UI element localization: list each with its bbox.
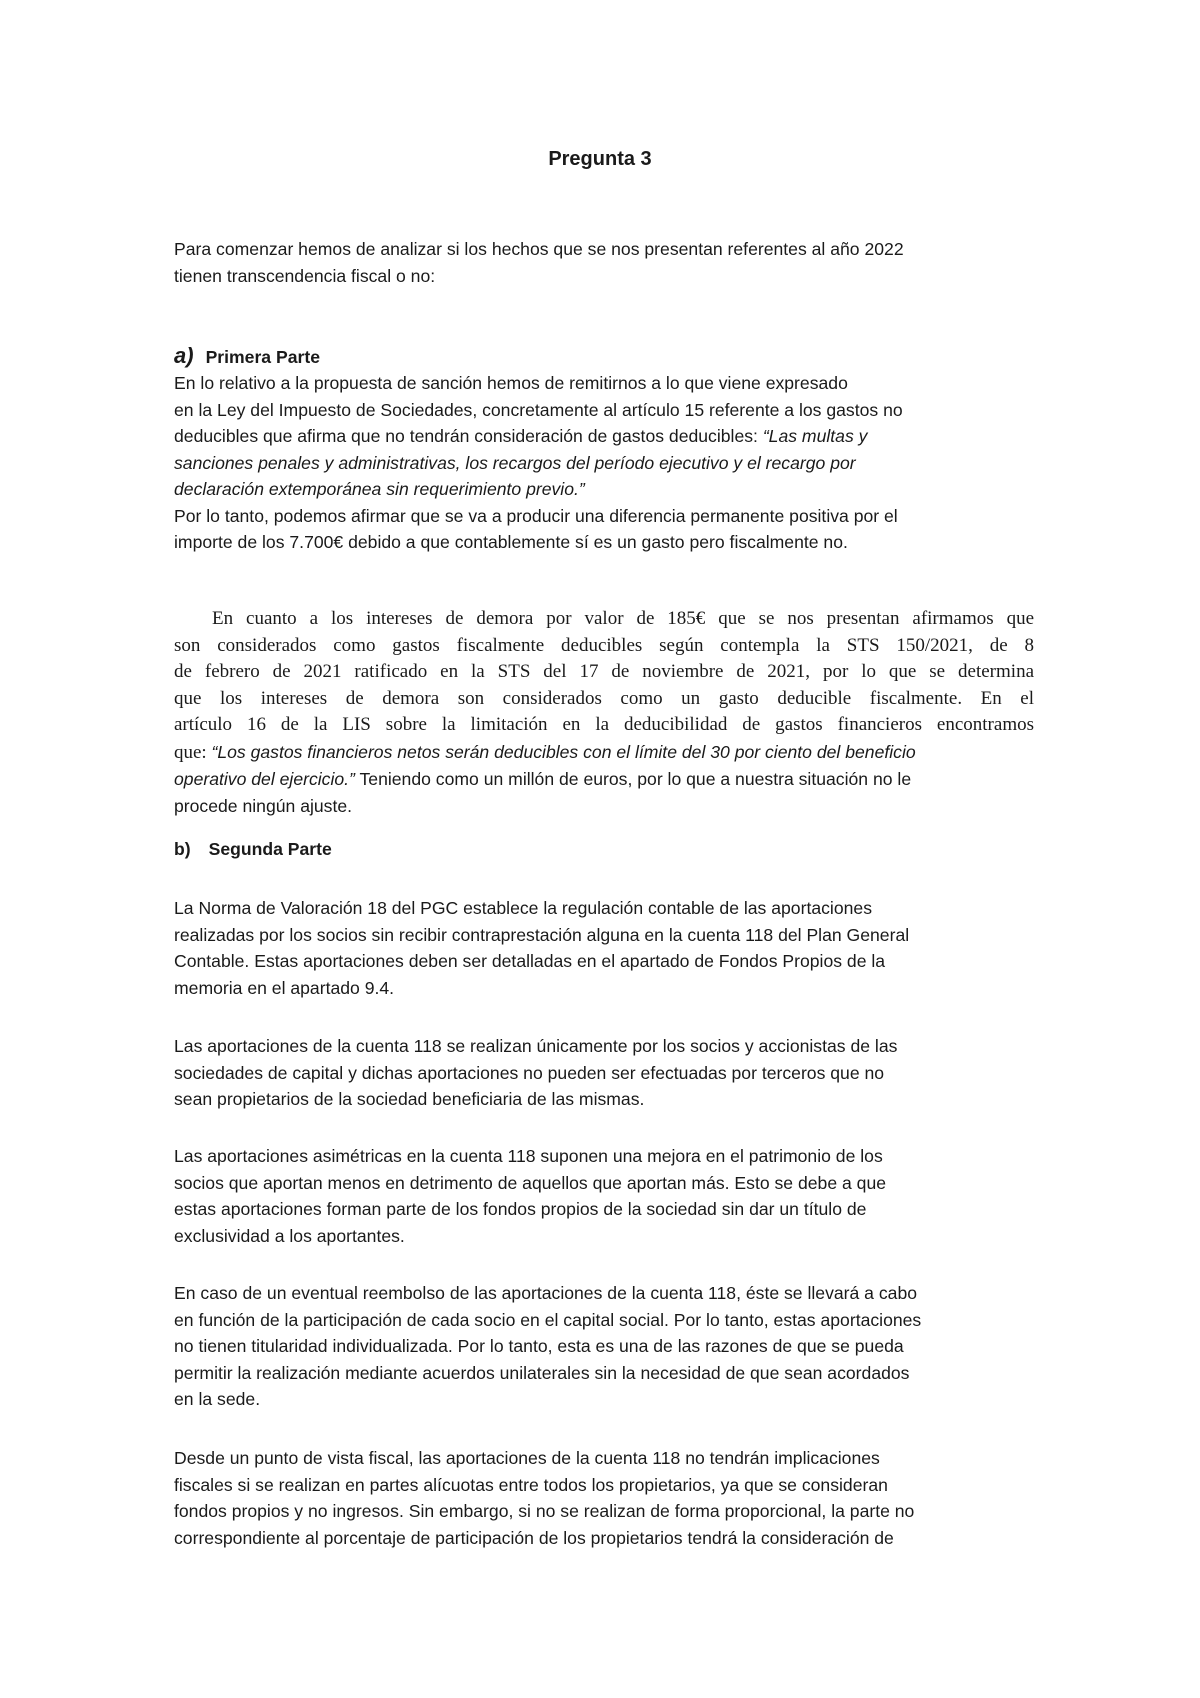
text-line: socios que aportan menos en detrimento de aquellos que aportan más. Esto se debe a que [174, 1172, 887, 1193]
text-line: correspondiente al porcentaje de participación de los propietarios tendrá la consideración de [174, 1527, 894, 1548]
text-line: Desde un punto de vista fiscal, las aportaciones de la cuenta 118 no tendrán implicaciones [174, 1448, 880, 1468]
quote-text: “Los gastos financieros netos serán deducibles con el límite del 30 por ciento del beneficio [211, 741, 916, 762]
section-marker: b) [174, 839, 191, 859]
text-line: de febrero de 2021 ratificado en la STS del 17 de noviembre de 2021, por lo que se determina [174, 661, 1034, 682]
text-line: tienen transcendencia fiscal o no: [174, 265, 436, 286]
text-line: fiscales si se realizan en partes alícuotas entre todos los propietarios, ya que se consideran [174, 1474, 888, 1495]
text-line [174, 423, 1034, 450]
text-line: en función de la participación de cada socio en el capital social. Por lo tanto, estas aportaciones [174, 1309, 922, 1330]
quote-text: declaración extemporánea sin requerimiento previo.” [174, 479, 585, 499]
text-line: realizadas por los socios sin recibir contraprestación alguna en la cuenta 118 del Plan General [174, 924, 910, 945]
section-heading-text: Primera Parte [205, 347, 320, 367]
text-line: en la Ley del Impuesto de Sociedades, concretamente al artículo 15 referente a los gastos no [174, 399, 903, 420]
text-line: memoria en el apartado 9.4. [174, 977, 395, 998]
text-line: En cuanto a los intereses de demora por valor de 185€ que se nos presentan afirmamos que [212, 608, 1034, 629]
text-line: sociedades de capital y dichas aportaciones no pueden ser efectuadas por terceros que no [174, 1062, 885, 1083]
part-b-paragraph-2 [174, 1033, 1034, 1113]
text-line: permitir la realización mediante acuerdos unilaterales sin la necesidad de que sean acordados [174, 1362, 910, 1383]
text-line: estas aportaciones forman parte de los fondos propios de la sociedad sin dar un título de [174, 1199, 867, 1219]
text-span: que: [174, 741, 212, 763]
part-b-paragraph-3 [174, 1143, 1034, 1249]
text-line: fondos propios y no ingresos. Sin embargo, si no se realizan de forma proporcional, la parte no [174, 1501, 915, 1521]
text-line: procede ningún ajuste. [174, 795, 353, 816]
intro-paragraph [174, 236, 1034, 289]
quote-text: operativo del ejercicio.” [174, 769, 355, 789]
quote-text: sanciones penales y administrativas, los recargos del período ejecutivo y el recargo por [174, 452, 856, 473]
text-span: deducibles que afirma que no tendrán consideración de gastos deducibles: [174, 426, 763, 446]
section-heading-b [174, 836, 1034, 863]
text-span: Teniendo como un millón de euros, por lo que a nuestra situación no le [354, 769, 912, 789]
text-line [174, 739, 1034, 767]
text-line: Las aportaciones asimétricas en la cuenta 118 suponen una mejora en el patrimonio de los [174, 1146, 883, 1166]
section-heading-text: Segunda Parte [208, 839, 332, 859]
text-line [174, 766, 1034, 793]
text-line: no tienen titularidad individualizada. Por lo tanto, esta es una de las razones de que se pueda [174, 1336, 904, 1356]
text-line: En caso de un eventual reembolso de las aportaciones de la cuenta 118, éste se llevará a cabo [174, 1283, 918, 1303]
page-title: Pregunta 3 [548, 148, 652, 170]
part-b-paragraph-5 [174, 1445, 1034, 1551]
text-line: artículo 16 de la LIS sobre la limitación en la deducibilidad de gastos financieros encontramos [174, 714, 1034, 735]
text-line: En lo relativo a la propuesta de sanción hemos de remitirnos a lo que viene expresado [174, 373, 848, 393]
part-a-paragraph [174, 370, 1034, 556]
text-line: La Norma de Valoración 18 del PGC establece la regulación contable de las aportaciones [174, 898, 872, 918]
text-line: Para comenzar hemos de analizar si los hechos que se nos presentan referentes al año 2022 [174, 239, 904, 259]
text-line: exclusividad a los aportantes. [174, 1225, 405, 1246]
section-heading-a [174, 343, 1034, 371]
section-marker: a) [174, 343, 194, 368]
interest-paragraph [174, 606, 1034, 819]
text-line: Por lo tanto, podemos afirmar que se va a producir una diferencia permanente positiva por el [174, 505, 898, 526]
text-line: Las aportaciones de la cuenta 118 se realizan únicamente por los socios y accionistas de las [174, 1036, 898, 1056]
part-b-paragraph-1 [174, 895, 1034, 1001]
text-line: son considerados como gastos fiscalmente deducibles según contempla la STS 150/2021, de 8 [174, 634, 1034, 656]
text-line: sean propietarios de la sociedad beneficiaria de las mismas. [174, 1089, 645, 1109]
quote-text: “Las multas y [762, 426, 868, 446]
text-line: importe de los 7.700€ debido a que contablemente sí es un gasto pero fiscalmente no. [174, 532, 848, 552]
text-line: Contable. Estas aportaciones deben ser detalladas en el apartado de Fondos Propios de la [174, 951, 886, 971]
text-line: que los intereses de demora son considerados como un gasto deducible fiscalmente. En el [174, 687, 1034, 709]
text-line: en la sede. [174, 1389, 261, 1409]
part-b-paragraph-4 [174, 1280, 1034, 1413]
